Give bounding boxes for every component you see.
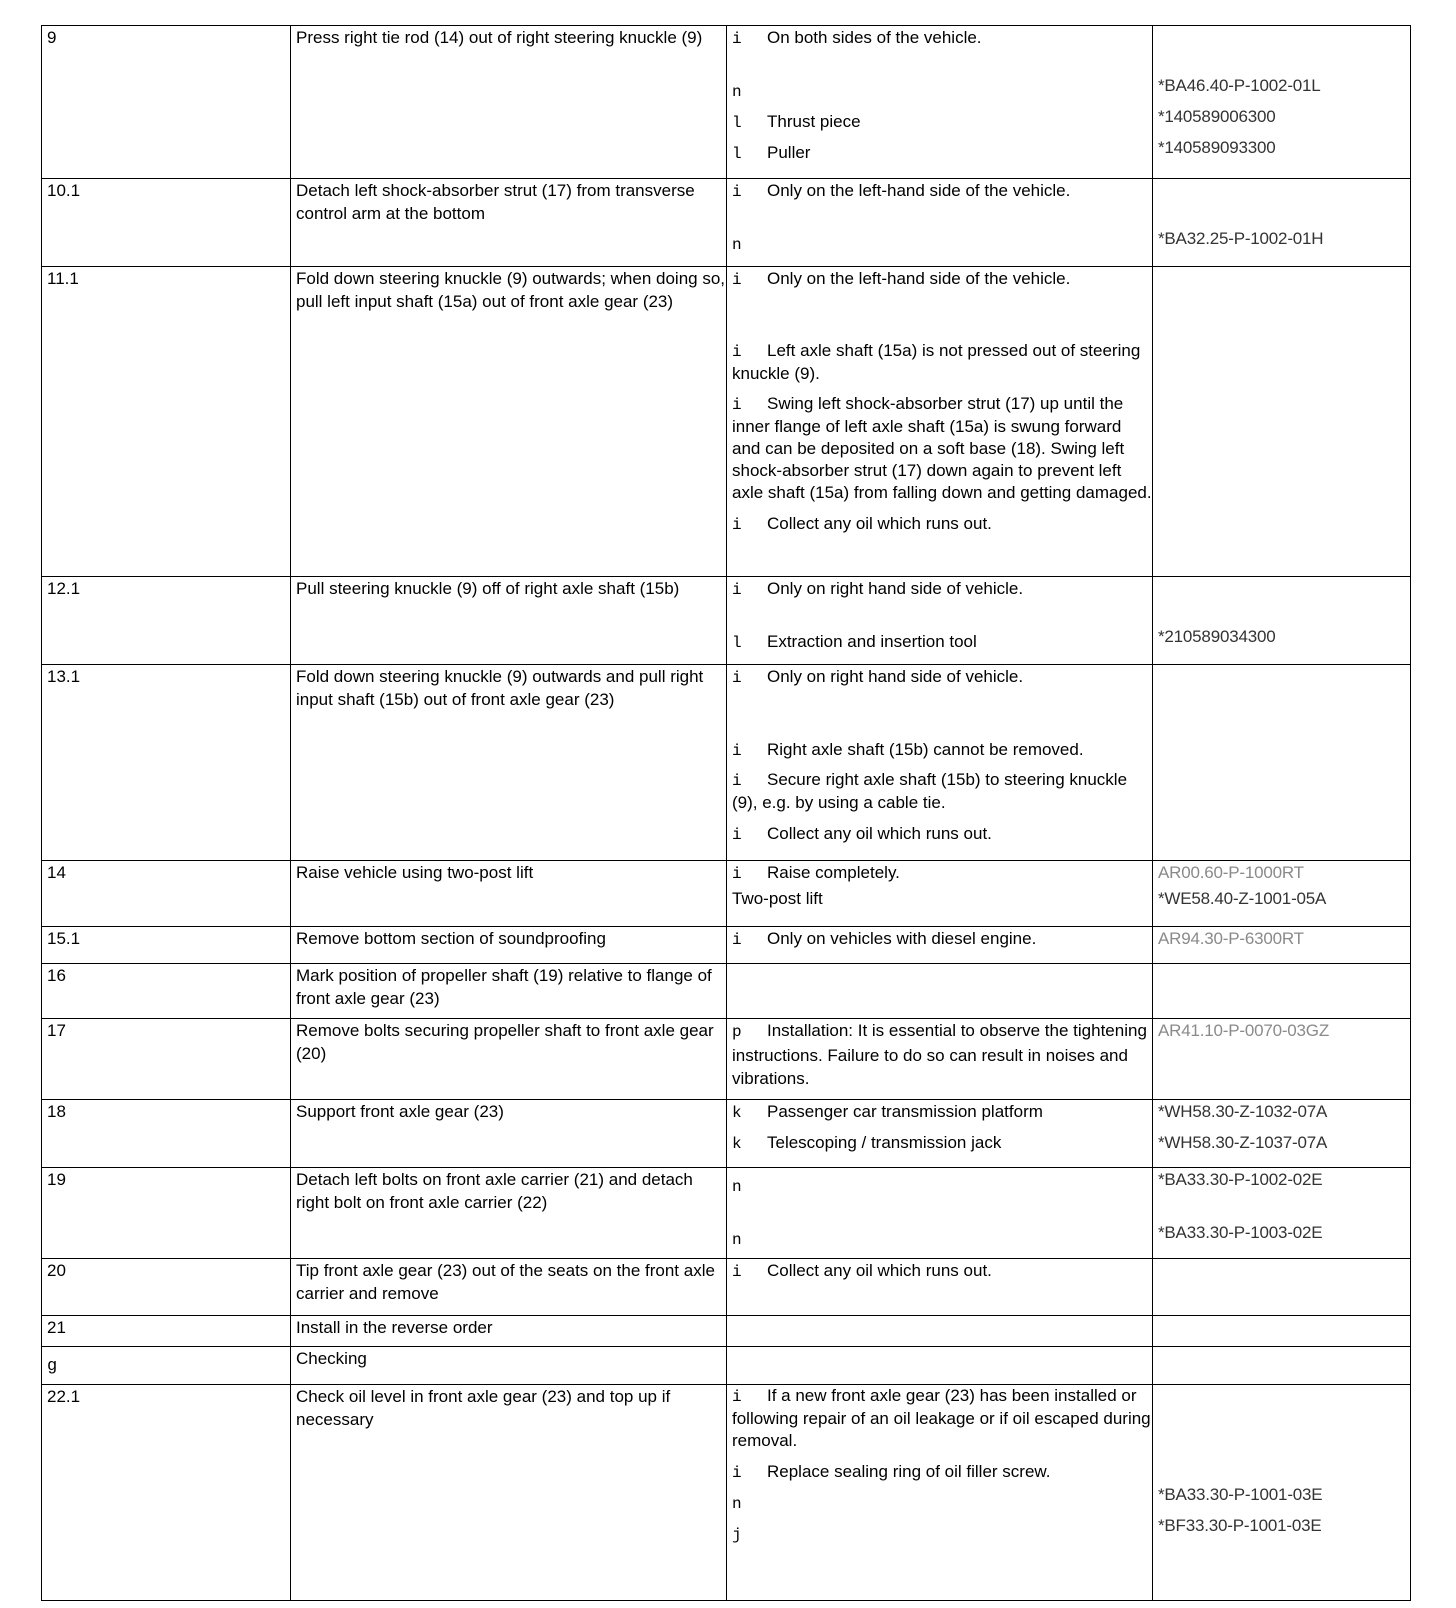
step-number: 10.1 <box>42 179 291 267</box>
refs-cell <box>1153 1019 1411 1100</box>
reference-link[interactable]: *BA33.30-P-1003-02E <box>1158 1223 1323 1242</box>
procedure-table <box>41 25 1411 1601</box>
step-number: 14 <box>42 861 291 927</box>
action-text: Remove bolts securing propeller shaft to front axle gear (20) <box>291 1019 727 1100</box>
table-row <box>42 1347 1411 1385</box>
step-number: 9 <box>42 26 291 179</box>
step-number: 18 <box>42 1100 291 1168</box>
table-row <box>42 1385 1411 1601</box>
refs-cell <box>1153 1316 1411 1347</box>
notes-cell <box>727 964 1153 1019</box>
step-number: 17 <box>42 1019 291 1100</box>
note-text: Only on vehicles with diesel engine. <box>767 929 1037 948</box>
table-row <box>42 1168 1411 1259</box>
info-symbol: i <box>732 772 742 790</box>
note-text: Puller <box>767 143 811 162</box>
table-row <box>42 861 1411 927</box>
procedure-symbol: n <box>732 83 742 101</box>
step-number: 22.1 <box>42 1385 291 1601</box>
info-symbol: i <box>732 343 742 361</box>
reference-link[interactable]: *140589006300 <box>1158 107 1276 126</box>
step-number: 16 <box>42 964 291 1019</box>
info-symbol: i <box>732 516 742 534</box>
tool-symbol: k <box>732 1135 742 1153</box>
info-symbol: i <box>732 865 742 883</box>
reference-link[interactable]: AR41.10-P-0070-03GZ <box>1158 1021 1330 1040</box>
table-row <box>42 1259 1411 1316</box>
notes-cell <box>727 1316 1153 1347</box>
table-row <box>42 26 1411 179</box>
action-text: Fold down steering knuckle (9) outwards and pull right input shaft (15b) out of front axle gear (23) <box>291 665 727 861</box>
note-text: On both sides of the vehicle. <box>767 28 982 47</box>
reference-link[interactable]: AR94.30-P-6300RT <box>1158 929 1304 948</box>
note-text: Replace sealing ring of oil filler screw. <box>767 1462 1051 1481</box>
notes-cell <box>727 179 1153 267</box>
note-text: Collect any oil which runs out. <box>767 514 992 533</box>
action-text: Support front axle gear (23) <box>291 1100 727 1168</box>
tool-symbol: k <box>732 1104 742 1122</box>
section-title: Checking <box>291 1347 727 1385</box>
table-row <box>42 179 1411 267</box>
note-text: Telescoping / transmission jack <box>767 1133 1002 1152</box>
procedure-symbol: n <box>732 236 742 254</box>
notes-cell <box>727 861 1153 927</box>
info-symbol: i <box>732 931 742 949</box>
procedure-symbol: p <box>732 1023 742 1041</box>
info-symbol: i <box>732 1388 742 1406</box>
refs-cell <box>1153 1168 1411 1259</box>
refs-cell <box>1153 179 1411 267</box>
note-text: Only on right hand side of vehicle. <box>767 579 1024 598</box>
action-text: Check oil level in front axle gear (23) and top up if necessary <box>291 1385 727 1601</box>
action-text: Install in the reverse order <box>291 1316 727 1347</box>
notes-cell <box>727 267 1153 577</box>
notes-cell <box>727 665 1153 861</box>
note-text: Right axle shaft (15b) cannot be removed. <box>767 740 1084 759</box>
step-number: 15.1 <box>42 927 291 964</box>
refs-cell <box>1153 1100 1411 1168</box>
note-text: Passenger car transmission platform <box>767 1102 1043 1121</box>
note-text: Only on the left-hand side of the vehicle. <box>767 269 1071 288</box>
action-text: Raise vehicle using two-post lift <box>291 861 727 927</box>
step-number: 20 <box>42 1259 291 1316</box>
refs-cell <box>1153 665 1411 861</box>
note-text: Only on right hand side of vehicle. <box>767 667 1024 686</box>
checklist-symbol: j <box>732 1526 742 1544</box>
step-number: 12.1 <box>42 577 291 665</box>
tool-symbol: l <box>732 634 742 652</box>
table-row <box>42 577 1411 665</box>
table-row <box>42 665 1411 861</box>
action-text: Fold down steering knuckle (9) outwards; when doing so, pull left input shaft (15a) out of front axle gear (23) <box>291 267 727 577</box>
reference-link[interactable]: *210589034300 <box>1158 627 1276 646</box>
step-number: 21 <box>42 1316 291 1347</box>
info-symbol: i <box>732 826 742 844</box>
reference-link[interactable]: *BA32.25-P-1002-01H <box>1158 229 1324 248</box>
refs-cell <box>1153 267 1411 577</box>
notes-cell <box>727 1347 1153 1385</box>
step-number: 13.1 <box>42 665 291 861</box>
step-number: 19 <box>42 1168 291 1259</box>
info-symbol: i <box>732 271 742 289</box>
info-symbol: i <box>732 1464 742 1482</box>
action-text: Press right tie rod (14) out of right steering knuckle (9) <box>291 26 727 179</box>
note-text: Installation: It is essential to observe the tightening instructions. Failure to do so can result in noises and vibrations. <box>732 1021 1147 1088</box>
reference-link[interactable]: *WE58.40-Z-1001-05A <box>1158 889 1327 908</box>
note-text: Thrust piece <box>767 112 861 131</box>
action-text: Detach left bolts on front axle carrier (21) and detach right bolt on front axle carrier (22) <box>291 1168 727 1259</box>
notes-cell <box>727 1385 1153 1601</box>
reference-link[interactable]: *BA33.30-P-1001-03E <box>1158 1485 1323 1504</box>
note-text: Collect any oil which runs out. <box>767 1261 992 1280</box>
reference-link[interactable]: *140589093300 <box>1158 138 1276 157</box>
notes-cell <box>727 1019 1153 1100</box>
notes-cell <box>727 26 1153 179</box>
notes-cell <box>727 1168 1153 1259</box>
note-text: Left axle shaft (15a) is not pressed out of steering knuckle (9). <box>732 341 1141 383</box>
procedure-symbol: n <box>732 1178 742 1196</box>
reference-link[interactable]: *WH58.30-Z-1037-07A <box>1158 1133 1328 1152</box>
refs-cell <box>1153 1259 1411 1316</box>
info-symbol: i <box>732 581 742 599</box>
info-symbol: i <box>732 183 742 201</box>
refs-cell <box>1153 1385 1411 1601</box>
notes-cell <box>727 1259 1153 1316</box>
section-symbol: g <box>42 1347 291 1385</box>
reference-link[interactable]: *BF33.30-P-1001-03E <box>1158 1516 1322 1535</box>
refs-cell <box>1153 964 1411 1019</box>
info-symbol: i <box>732 1263 742 1281</box>
procedure-symbol: n <box>732 1495 742 1513</box>
table-row <box>42 1316 1411 1347</box>
tool-symbol: l <box>732 145 742 163</box>
notes-cell <box>727 1100 1153 1168</box>
note-text: Secure right axle shaft (15b) to steering knuckle (9), e.g. by using a cable tie. <box>732 770 1128 812</box>
note-text: Two-post lift <box>732 889 823 908</box>
refs-cell <box>1153 1347 1411 1385</box>
table-row <box>42 267 1411 577</box>
info-symbol: i <box>732 30 742 48</box>
table-row <box>42 927 1411 964</box>
reference-link[interactable]: *WH58.30-Z-1032-07A <box>1158 1102 1328 1121</box>
info-symbol: i <box>732 742 742 760</box>
refs-cell <box>1153 26 1411 179</box>
action-text: Pull steering knuckle (9) off of right axle shaft (15b) <box>291 577 727 665</box>
action-text: Detach left shock-absorber strut (17) from transverse control arm at the bottom <box>291 179 727 267</box>
action-text: Mark position of propeller shaft (19) relative to flange of front axle gear (23) <box>291 964 727 1019</box>
step-number: 11.1 <box>42 267 291 577</box>
reference-link[interactable]: *BA33.30-P-1002-02E <box>1158 1170 1323 1189</box>
info-symbol: i <box>732 396 742 414</box>
info-symbol: i <box>732 669 742 687</box>
notes-cell <box>727 927 1153 964</box>
table-row <box>42 1019 1411 1100</box>
refs-cell <box>1153 577 1411 665</box>
refs-cell <box>1153 927 1411 964</box>
reference-link[interactable]: AR00.60-P-1000RT <box>1158 863 1304 882</box>
note-text: If a new front axle gear (23) has been installed or following repair of an oil leakage or if oil escaped during removal. <box>732 1386 1151 1450</box>
notes-cell <box>727 577 1153 665</box>
refs-cell <box>1153 861 1411 927</box>
note-text: Extraction and insertion tool <box>767 632 977 651</box>
procedure-symbol: n <box>732 1231 742 1249</box>
note-text: Swing left shock-absorber strut (17) up until the inner flange of left axle shaft (15a) is swung forward and can be deposited on a soft base (18). Swing left shock-absorber strut (17) down again to prevent left axle shaft (15a) from falling down and getting damaged. <box>732 394 1152 502</box>
action-text: Tip front axle gear (23) out of the seats on the front axle carrier and remove <box>291 1259 727 1316</box>
action-text: Remove bottom section of soundproofing <box>291 927 727 964</box>
note-text: Only on the left-hand side of the vehicle. <box>767 181 1071 200</box>
table-row <box>42 964 1411 1019</box>
tool-symbol: l <box>732 114 742 132</box>
note-text: Raise completely. <box>767 863 900 882</box>
note-text: Collect any oil which runs out. <box>767 824 992 843</box>
reference-link[interactable]: *BA46.40-P-1002-01L <box>1158 76 1321 95</box>
table-row <box>42 1100 1411 1168</box>
